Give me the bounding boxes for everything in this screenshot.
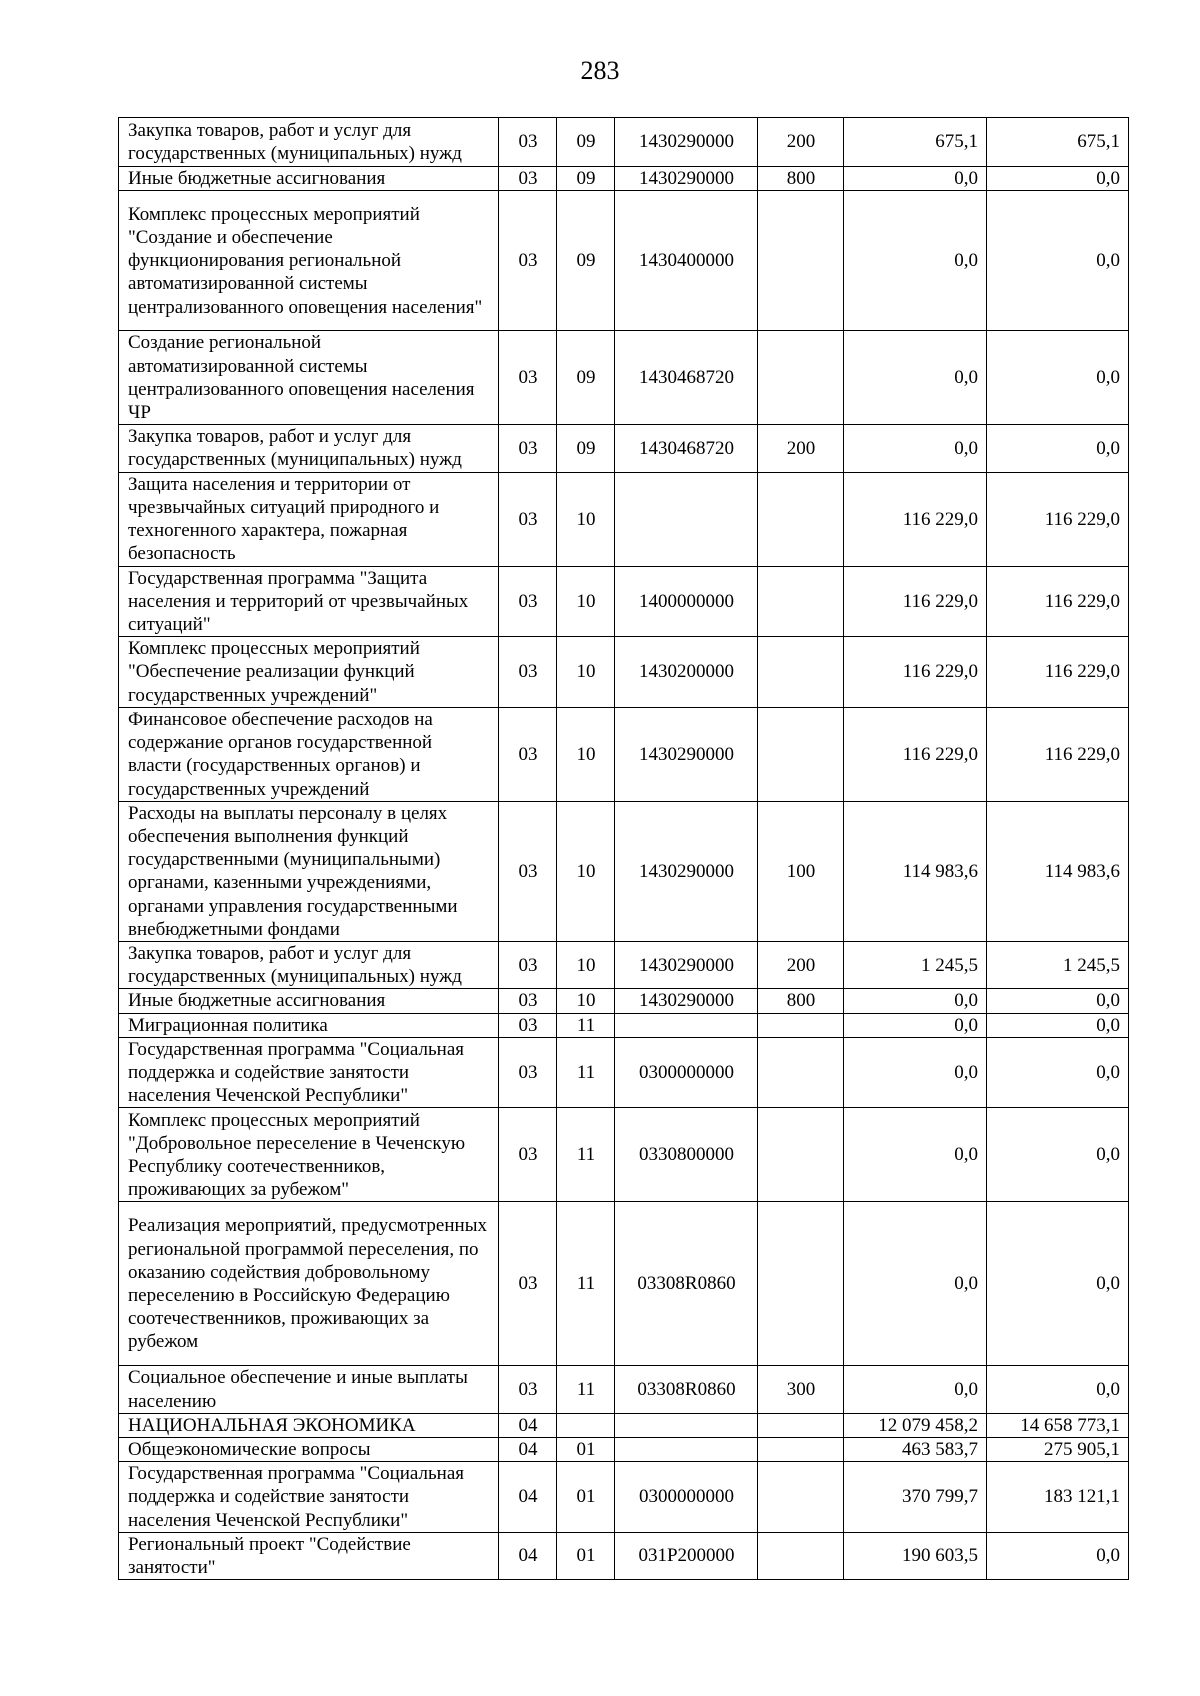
- row-name: Комплекс процессных мероприятий "Обеспечение реализации функций государственных учреждений": [119, 637, 499, 708]
- row-expense-type: [758, 707, 844, 801]
- row-subsection: 09: [557, 191, 615, 331]
- row-expense-type: [758, 1202, 844, 1366]
- row-section: 03: [499, 801, 557, 941]
- row-target-article: 1430290000: [615, 118, 758, 167]
- row-expense-type: [758, 1037, 844, 1108]
- row-sum-year-1: 675,1: [844, 118, 987, 167]
- row-target-article: 1430290000: [615, 942, 758, 989]
- table-row: [119, 191, 1129, 331]
- row-sum-year-2: 116 229,0: [987, 707, 1129, 801]
- row-subsection: 10: [557, 566, 615, 637]
- row-section: 04: [499, 1462, 557, 1533]
- row-section: 04: [499, 1438, 557, 1462]
- row-section: 03: [499, 637, 557, 708]
- row-sum-year-1: 0,0: [844, 1013, 987, 1037]
- row-section: 03: [499, 472, 557, 566]
- table-row: [119, 566, 1129, 637]
- table-row: [119, 1108, 1129, 1202]
- row-sum-year-1: 0,0: [844, 1037, 987, 1108]
- row-subsection: 10: [557, 637, 615, 708]
- row-target-article: 1400000000: [615, 566, 758, 637]
- row-name: Социальное обеспечение и иные выплаты населению: [119, 1366, 499, 1413]
- row-section: 03: [499, 425, 557, 472]
- row-subsection: 10: [557, 707, 615, 801]
- row-sum-year-2: 0,0: [987, 1037, 1129, 1108]
- row-target-article: [615, 1013, 758, 1037]
- row-section: 03: [499, 942, 557, 989]
- row-name: Закупка товаров, работ и услуг для государственных (муниципальных) нужд: [119, 942, 499, 989]
- row-expense-type: [758, 637, 844, 708]
- row-target-article: [615, 1413, 758, 1437]
- row-expense-type: [758, 1532, 844, 1579]
- row-target-article: 1430290000: [615, 707, 758, 801]
- row-expense-type: [758, 1413, 844, 1437]
- row-name: Закупка товаров, работ и услуг для государственных (муниципальных) нужд: [119, 118, 499, 167]
- table-row: [119, 1037, 1129, 1108]
- row-name: Государственная программа "Защита населения и территорий от чрезвычайных ситуаций": [119, 566, 499, 637]
- row-sum-year-1: 12 079 458,2: [844, 1413, 987, 1437]
- row-name: Государственная программа "Социальная поддержка и содействие занятости населения Чеченской Республики": [119, 1462, 499, 1533]
- row-name: Закупка товаров, работ и услуг для государственных (муниципальных) нужд: [119, 425, 499, 472]
- row-sum-year-1: 0,0: [844, 1366, 987, 1413]
- row-name: НАЦИОНАЛЬНАЯ ЭКОНОМИКА: [119, 1413, 499, 1437]
- row-section: 03: [499, 1108, 557, 1202]
- row-name: Общеэкономические вопросы: [119, 1438, 499, 1462]
- row-section: 04: [499, 1413, 557, 1437]
- row-sum-year-1: 116 229,0: [844, 637, 987, 708]
- row-expense-type: [758, 472, 844, 566]
- row-name: Иные бюджетные ассигнования: [119, 989, 499, 1013]
- row-sum-year-1: 0,0: [844, 167, 987, 191]
- page-number: 283: [580, 56, 620, 85]
- row-section: 03: [499, 191, 557, 331]
- row-expense-type: [758, 1438, 844, 1462]
- table-row: [119, 425, 1129, 472]
- row-sum-year-2: 14 658 773,1: [987, 1413, 1129, 1437]
- table-row: [119, 1366, 1129, 1413]
- row-subsection: 01: [557, 1462, 615, 1533]
- table-row: [119, 1462, 1129, 1533]
- table-row: [119, 801, 1129, 941]
- row-sum-year-2: 0,0: [987, 1108, 1129, 1202]
- row-subsection: 10: [557, 989, 615, 1013]
- row-subsection: 10: [557, 472, 615, 566]
- row-target-article: 1430468720: [615, 331, 758, 425]
- row-name: Создание региональной автоматизированной системы централизованного оповещения населения ЧР: [119, 331, 499, 425]
- row-expense-type: 200: [758, 942, 844, 989]
- row-sum-year-2: 675,1: [987, 118, 1129, 167]
- table-row: [119, 942, 1129, 989]
- row-subsection: 01: [557, 1532, 615, 1579]
- row-sum-year-2: 0,0: [987, 167, 1129, 191]
- row-target-article: 1430468720: [615, 425, 758, 472]
- row-sum-year-2: 0,0: [987, 1366, 1129, 1413]
- row-subsection: 11: [557, 1037, 615, 1108]
- row-name: Расходы на выплаты персоналу в целях обеспечения выполнения функций государственными (муниципальными) органами, казенными учреждениями, органами управления государственными внебюджетными фондами: [119, 801, 499, 941]
- row-expense-type: 800: [758, 989, 844, 1013]
- row-sum-year-2: 0,0: [987, 331, 1129, 425]
- row-section: 04: [499, 1532, 557, 1579]
- row-expense-type: [758, 1108, 844, 1202]
- row-target-article: 1430290000: [615, 989, 758, 1013]
- row-name: Комплекс процессных мероприятий "Создание и обеспечение функционирования региональной автоматизированной системы централизованного оповещения населения": [119, 191, 499, 331]
- row-sum-year-1: 0,0: [844, 425, 987, 472]
- row-sum-year-1: 0,0: [844, 989, 987, 1013]
- row-target-article: 1430290000: [615, 167, 758, 191]
- row-target-article: 1430200000: [615, 637, 758, 708]
- row-sum-year-2: 275 905,1: [987, 1438, 1129, 1462]
- table-row: [119, 707, 1129, 801]
- row-target-article: 1430400000: [615, 191, 758, 331]
- row-sum-year-2: 0,0: [987, 191, 1129, 331]
- table-row: [119, 989, 1129, 1013]
- row-subsection: 09: [557, 331, 615, 425]
- row-subsection: 11: [557, 1366, 615, 1413]
- row-sum-year-2: 116 229,0: [987, 472, 1129, 566]
- row-name: Реализация мероприятий, предусмотренных региональной программой переселения, по оказанию содействия добровольному переселению в Российскую Федерацию соотечественников, проживающих за рубежом: [119, 1202, 499, 1366]
- row-sum-year-1: 114 983,6: [844, 801, 987, 941]
- row-expense-type: [758, 331, 844, 425]
- row-expense-type: 300: [758, 1366, 844, 1413]
- row-sum-year-2: 0,0: [987, 425, 1129, 472]
- row-sum-year-1: 463 583,7: [844, 1438, 987, 1462]
- row-sum-year-2: 0,0: [987, 1532, 1129, 1579]
- row-expense-type: [758, 1013, 844, 1037]
- row-target-article: [615, 472, 758, 566]
- table-row: [119, 1532, 1129, 1579]
- row-sum-year-1: 0,0: [844, 331, 987, 425]
- row-subsection: 11: [557, 1202, 615, 1366]
- table-row: [119, 167, 1129, 191]
- row-subsection: 09: [557, 167, 615, 191]
- row-target-article: 0330800000: [615, 1108, 758, 1202]
- row-section: 03: [499, 167, 557, 191]
- row-sum-year-2: 183 121,1: [987, 1462, 1129, 1533]
- row-expense-type: [758, 1462, 844, 1533]
- row-section: 03: [499, 331, 557, 425]
- row-sum-year-1: 0,0: [844, 1108, 987, 1202]
- row-sum-year-2: 116 229,0: [987, 566, 1129, 637]
- row-section: 03: [499, 1366, 557, 1413]
- row-target-article: 0300000000: [615, 1462, 758, 1533]
- row-target-article: 03308R0860: [615, 1202, 758, 1366]
- row-expense-type: [758, 191, 844, 331]
- row-name: Региональный проект "Содействие занятости": [119, 1532, 499, 1579]
- row-section: 03: [499, 989, 557, 1013]
- row-section: 03: [499, 707, 557, 801]
- table-row: [119, 331, 1129, 425]
- row-subsection: 10: [557, 942, 615, 989]
- row-name: Государственная программа "Социальная поддержка и содействие занятости населения Чеченской Республики": [119, 1037, 499, 1108]
- row-section: 03: [499, 1013, 557, 1037]
- table-row: [119, 1438, 1129, 1462]
- table-row: [119, 1202, 1129, 1366]
- table-row: [119, 118, 1129, 167]
- row-sum-year-1: 116 229,0: [844, 566, 987, 637]
- row-sum-year-1: 370 799,7: [844, 1462, 987, 1533]
- row-sum-year-1: 190 603,5: [844, 1532, 987, 1579]
- row-expense-type: [758, 566, 844, 637]
- row-subsection: 01: [557, 1438, 615, 1462]
- table-row: [119, 637, 1129, 708]
- row-section: 03: [499, 1037, 557, 1108]
- row-target-article: [615, 1438, 758, 1462]
- row-sum-year-2: 114 983,6: [987, 801, 1129, 941]
- row-expense-type: 200: [758, 118, 844, 167]
- table-row: [119, 1413, 1129, 1437]
- table-row: [119, 472, 1129, 566]
- row-sum-year-2: 0,0: [987, 1013, 1129, 1037]
- row-expense-type: 200: [758, 425, 844, 472]
- row-sum-year-1: 116 229,0: [844, 472, 987, 566]
- row-sum-year-1: 116 229,0: [844, 707, 987, 801]
- row-expense-type: 100: [758, 801, 844, 941]
- row-section: 03: [499, 1202, 557, 1366]
- row-subsection: 11: [557, 1108, 615, 1202]
- row-name: Иные бюджетные ассигнования: [119, 167, 499, 191]
- budget-table-body: [119, 118, 1129, 1580]
- row-subsection: 09: [557, 118, 615, 167]
- row-subsection: 09: [557, 425, 615, 472]
- row-sum-year-1: 1 245,5: [844, 942, 987, 989]
- row-name: Миграционная политика: [119, 1013, 499, 1037]
- row-subsection: 10: [557, 801, 615, 941]
- row-name: Комплекс процессных мероприятий "Добровольное переселение в Чеченскую Республику соотечественников, проживающих за рубежом": [119, 1108, 499, 1202]
- row-name: Защита населения и территории от чрезвычайных ситуаций природного и техногенного характера, пожарная безопасность: [119, 472, 499, 566]
- budget-table: [118, 117, 1129, 1580]
- row-target-article: 1430290000: [615, 801, 758, 941]
- table-row: [119, 1013, 1129, 1037]
- row-target-article: 03308R0860: [615, 1366, 758, 1413]
- row-sum-year-1: 0,0: [844, 1202, 987, 1366]
- row-sum-year-2: 0,0: [987, 1202, 1129, 1366]
- row-subsection: [557, 1413, 615, 1437]
- row-section: 03: [499, 118, 557, 167]
- row-subsection: 11: [557, 1013, 615, 1037]
- row-sum-year-2: 0,0: [987, 989, 1129, 1013]
- row-sum-year-2: 1 245,5: [987, 942, 1129, 989]
- row-name: Финансовое обеспечение расходов на содержание органов государственной власти (государственных органов) и государственных учреждений: [119, 707, 499, 801]
- row-section: 03: [499, 566, 557, 637]
- row-sum-year-2: 116 229,0: [987, 637, 1129, 708]
- row-expense-type: 800: [758, 167, 844, 191]
- row-sum-year-1: 0,0: [844, 191, 987, 331]
- row-target-article: 0300000000: [615, 1037, 758, 1108]
- row-target-article: 031P200000: [615, 1532, 758, 1579]
